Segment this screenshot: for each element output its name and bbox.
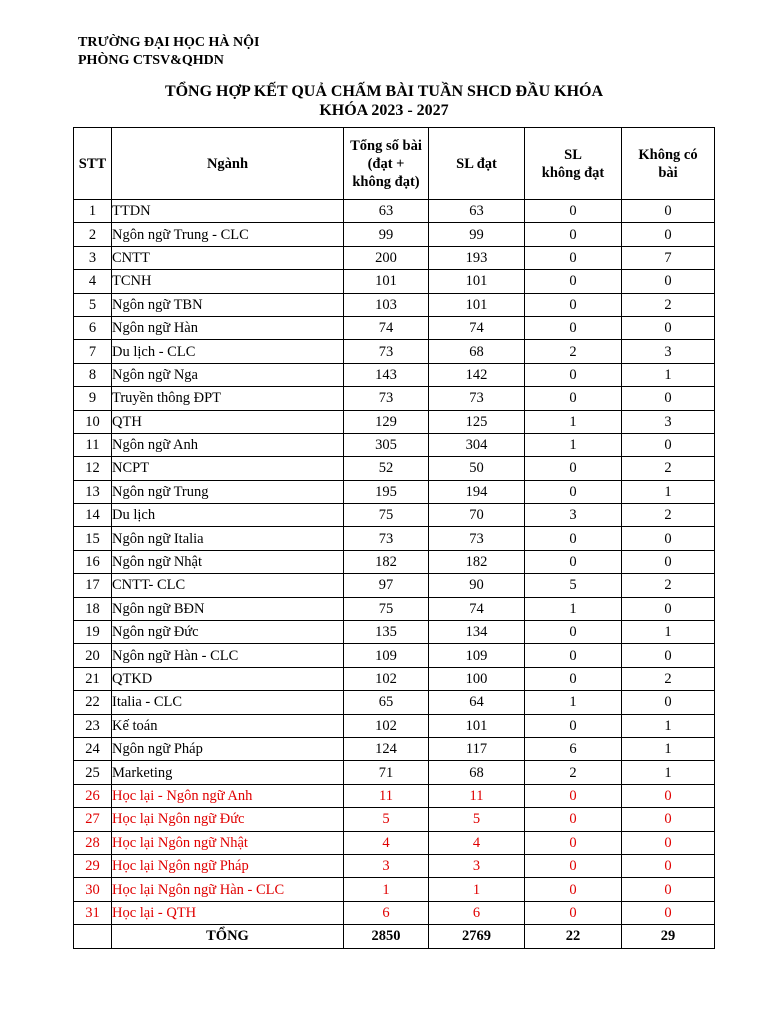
cell-passed: 101: [429, 270, 525, 293]
cell-major: Du lịch: [112, 504, 344, 527]
cell-failed: 1: [525, 691, 622, 714]
cell-total: 4: [344, 831, 429, 854]
cell-none: 0: [622, 550, 715, 573]
table-header-row: [74, 128, 715, 200]
cell-stt: 7: [74, 340, 112, 363]
cell-major: Học lại Ngôn ngữ Hàn - CLC: [112, 878, 344, 901]
cell-passed: 100: [429, 667, 525, 690]
cell-none: 2: [622, 667, 715, 690]
cell-failed: 0: [525, 878, 622, 901]
cell-major: Ngôn ngữ Pháp: [112, 737, 344, 760]
cell-passed: 11: [429, 784, 525, 807]
cell-major: Ngôn ngữ Nga: [112, 363, 344, 386]
cell-stt: 19: [74, 621, 112, 644]
cell-passed: 134: [429, 621, 525, 644]
cell-total: 135: [344, 621, 429, 644]
table-row: [74, 527, 715, 550]
table-row: [74, 433, 715, 456]
col-header-none: [622, 128, 715, 200]
cell-stt: 17: [74, 574, 112, 597]
cell-none: 0: [622, 387, 715, 410]
table-row: [74, 340, 715, 363]
cell-none: 0: [622, 808, 715, 831]
cell-stt: 16: [74, 550, 112, 573]
cell-total: 73: [344, 527, 429, 550]
table-row: [74, 644, 715, 667]
cell-total: 129: [344, 410, 429, 433]
cell-none: 0: [622, 901, 715, 924]
cell-major: Ngôn ngữ Trung: [112, 480, 344, 503]
table-row: [74, 574, 715, 597]
cell-stt: 2: [74, 223, 112, 246]
table-row: [74, 270, 715, 293]
cell-total: 124: [344, 737, 429, 760]
cell-stt: 14: [74, 504, 112, 527]
cell-none: 7: [622, 246, 715, 269]
cell-none: 0: [622, 597, 715, 620]
cell-none: 0: [622, 831, 715, 854]
report-subtitle: KHÓA 2023 - 2027: [319, 102, 449, 119]
cell-none: 0: [622, 433, 715, 456]
cell-stt: 13: [74, 480, 112, 503]
table-row: [74, 808, 715, 831]
table-row: [74, 387, 715, 410]
cell-passed: 90: [429, 574, 525, 597]
cell-failed: 0: [525, 200, 622, 223]
cell-failed: 0: [525, 316, 622, 339]
table-row: [74, 480, 715, 503]
cell-major: Marketing: [112, 761, 344, 784]
cell-major: Italia - CLC: [112, 691, 344, 714]
cell-stt: 30: [74, 878, 112, 901]
cell-failed: 0: [525, 480, 622, 503]
cell-total: 305: [344, 433, 429, 456]
cell-major: Học lại Ngôn ngữ Pháp: [112, 854, 344, 877]
cell-none: 0: [622, 784, 715, 807]
cell-failed: 0: [525, 363, 622, 386]
cell-failed: 0: [525, 527, 622, 550]
cell-passed: 4: [429, 831, 525, 854]
cell-major: Ngôn ngữ Italia: [112, 527, 344, 550]
cell-failed: 0: [525, 808, 622, 831]
cell-total: 101: [344, 270, 429, 293]
totals-failed: 22: [525, 925, 622, 948]
col-header-failed: [525, 128, 622, 200]
cell-total: 102: [344, 667, 429, 690]
cell-stt: 8: [74, 363, 112, 386]
cell-total: 11: [344, 784, 429, 807]
cell-passed: 117: [429, 737, 525, 760]
cell-passed: 73: [429, 527, 525, 550]
cell-failed: 0: [525, 223, 622, 246]
table-row: [74, 246, 715, 269]
cell-failed: 0: [525, 831, 622, 854]
cell-failed: 6: [525, 737, 622, 760]
cell-total: 5: [344, 808, 429, 831]
table-body: [74, 200, 715, 925]
cell-stt: 31: [74, 901, 112, 924]
col-header-total: [344, 128, 429, 200]
cell-total: 73: [344, 387, 429, 410]
cell-none: 2: [622, 504, 715, 527]
cell-failed: 1: [525, 433, 622, 456]
cell-stt: 9: [74, 387, 112, 410]
table-row: [74, 223, 715, 246]
cell-failed: 0: [525, 550, 622, 573]
cell-stt: 6: [74, 316, 112, 339]
cell-passed: 142: [429, 363, 525, 386]
cell-total: 6: [344, 901, 429, 924]
cell-major: Kế toán: [112, 714, 344, 737]
cell-stt: 24: [74, 737, 112, 760]
results-table: [73, 127, 715, 949]
cell-passed: 101: [429, 714, 525, 737]
cell-passed: 182: [429, 550, 525, 573]
report-title: TỔNG HỢP KẾT QUẢ CHẤM BÀI TUẦN SHCD ĐẦU KHÓA: [164, 83, 604, 100]
cell-stt: 5: [74, 293, 112, 316]
table-row: [74, 457, 715, 480]
cell-major: Ngôn ngữ Đức: [112, 621, 344, 644]
cell-total: 73: [344, 340, 429, 363]
table-row: [74, 901, 715, 924]
cell-none: 2: [622, 574, 715, 597]
cell-none: 0: [622, 223, 715, 246]
cell-stt: 21: [74, 667, 112, 690]
cell-passed: 194: [429, 480, 525, 503]
cell-stt: 23: [74, 714, 112, 737]
table-row: [74, 878, 715, 901]
cell-failed: 0: [525, 246, 622, 269]
cell-total: 109: [344, 644, 429, 667]
cell-none: 1: [622, 363, 715, 386]
cell-none: 0: [622, 854, 715, 877]
cell-passed: 99: [429, 223, 525, 246]
cell-none: 0: [622, 316, 715, 339]
totals-label: TỔNG: [112, 925, 344, 948]
cell-total: 195: [344, 480, 429, 503]
table-row: [74, 784, 715, 807]
cell-passed: 63: [429, 200, 525, 223]
table-row: [74, 504, 715, 527]
cell-major: Học lại Ngôn ngữ Nhật: [112, 831, 344, 854]
table-row: [74, 761, 715, 784]
cell-major: Ngôn ngữ Hàn - CLC: [112, 644, 344, 667]
totals-passed: 2769: [429, 925, 525, 948]
cell-failed: 0: [525, 644, 622, 667]
cell-major: TTDN: [112, 200, 344, 223]
cell-failed: 0: [525, 784, 622, 807]
cell-major: Học lại - Ngôn ngữ Anh: [112, 784, 344, 807]
cell-passed: 74: [429, 597, 525, 620]
cell-failed: 0: [525, 270, 622, 293]
cell-total: 3: [344, 854, 429, 877]
cell-none: 0: [622, 527, 715, 550]
cell-stt: 12: [74, 457, 112, 480]
cell-none: 0: [622, 644, 715, 667]
cell-failed: 0: [525, 901, 622, 924]
cell-none: 3: [622, 410, 715, 433]
table-row: [74, 667, 715, 690]
cell-none: 1: [622, 737, 715, 760]
cell-major: Ngôn ngữ Anh: [112, 433, 344, 456]
totals-blank-cell: [74, 925, 112, 948]
cell-total: 182: [344, 550, 429, 573]
cell-total: 65: [344, 691, 429, 714]
cell-passed: 109: [429, 644, 525, 667]
cell-total: 103: [344, 293, 429, 316]
cell-none: 0: [622, 878, 715, 901]
cell-passed: 68: [429, 340, 525, 363]
cell-passed: 304: [429, 433, 525, 456]
cell-passed: 3: [429, 854, 525, 877]
cell-none: 3: [622, 340, 715, 363]
cell-total: 97: [344, 574, 429, 597]
cell-passed: 1: [429, 878, 525, 901]
cell-stt: 28: [74, 831, 112, 854]
cell-none: 1: [622, 761, 715, 784]
cell-total: 63: [344, 200, 429, 223]
table-row: [74, 410, 715, 433]
cell-major: Truyền thông ĐPT: [112, 387, 344, 410]
cell-major: Ngôn ngữ TBN: [112, 293, 344, 316]
cell-stt: 22: [74, 691, 112, 714]
cell-stt: 15: [74, 527, 112, 550]
col-header-total-line2: (đạt +: [367, 155, 405, 172]
cell-total: 102: [344, 714, 429, 737]
cell-none: 0: [622, 200, 715, 223]
totals-total: 2850: [344, 925, 429, 948]
cell-major: TCNH: [112, 270, 344, 293]
cell-none: 1: [622, 714, 715, 737]
table-row: [74, 597, 715, 620]
cell-none: 0: [622, 270, 715, 293]
university-name: TRƯỜNG ĐẠI HỌC HÀ NỘI: [78, 35, 260, 50]
cell-stt: 25: [74, 761, 112, 784]
cell-failed: 0: [525, 457, 622, 480]
cell-total: 200: [344, 246, 429, 269]
cell-major: NCPT: [112, 457, 344, 480]
table-row: [74, 200, 715, 223]
cell-none: 1: [622, 480, 715, 503]
totals-none: 29: [622, 925, 715, 948]
cell-passed: 64: [429, 691, 525, 714]
cell-stt: 11: [74, 433, 112, 456]
cell-passed: 70: [429, 504, 525, 527]
cell-major: Ngôn ngữ BĐN: [112, 597, 344, 620]
office-name: PHÒNG CTSV&QHDN: [78, 53, 224, 68]
cell-major: Học lại - QTH: [112, 901, 344, 924]
cell-stt: 29: [74, 854, 112, 877]
cell-failed: 0: [525, 854, 622, 877]
cell-total: 74: [344, 316, 429, 339]
cell-passed: 68: [429, 761, 525, 784]
cell-failed: 0: [525, 714, 622, 737]
cell-stt: 3: [74, 246, 112, 269]
cell-major: Du lịch - CLC: [112, 340, 344, 363]
cell-stt: 1: [74, 200, 112, 223]
cell-major: Ngôn ngữ Hàn: [112, 316, 344, 339]
cell-major: QTH: [112, 410, 344, 433]
cell-stt: 20: [74, 644, 112, 667]
cell-passed: 73: [429, 387, 525, 410]
cell-failed: 0: [525, 621, 622, 644]
cell-failed: 1: [525, 597, 622, 620]
cell-major: QTKD: [112, 667, 344, 690]
cell-stt: 4: [74, 270, 112, 293]
cell-total: 52: [344, 457, 429, 480]
cell-passed: 101: [429, 293, 525, 316]
table-row: [74, 737, 715, 760]
cell-major: Ngôn ngữ Nhật: [112, 550, 344, 573]
cell-none: 1: [622, 621, 715, 644]
cell-total: 71: [344, 761, 429, 784]
cell-passed: 193: [429, 246, 525, 269]
cell-total: 99: [344, 223, 429, 246]
table-row: [74, 621, 715, 644]
cell-passed: 50: [429, 457, 525, 480]
cell-major: CNTT- CLC: [112, 574, 344, 597]
cell-failed: 5: [525, 574, 622, 597]
cell-total: 143: [344, 363, 429, 386]
cell-stt: 10: [74, 410, 112, 433]
table-row: [74, 293, 715, 316]
cell-stt: 26: [74, 784, 112, 807]
col-header-none-line1: Không có: [638, 146, 698, 163]
cell-passed: 125: [429, 410, 525, 433]
table-row: [74, 831, 715, 854]
cell-failed: 2: [525, 761, 622, 784]
table-row: [74, 550, 715, 573]
totals-row: [74, 925, 715, 948]
cell-failed: 0: [525, 293, 622, 316]
cell-none: 0: [622, 691, 715, 714]
table-row: [74, 854, 715, 877]
cell-total: 75: [344, 504, 429, 527]
cell-failed: 3: [525, 504, 622, 527]
col-header-passed: SL đạt: [429, 128, 525, 200]
table-row: [74, 714, 715, 737]
cell-passed: 74: [429, 316, 525, 339]
table-row: [74, 691, 715, 714]
col-header-none-line2: bài: [658, 164, 678, 181]
table-row: [74, 316, 715, 339]
cell-passed: 5: [429, 808, 525, 831]
col-header-total-line3: không đạt): [352, 173, 420, 190]
cell-none: 2: [622, 293, 715, 316]
cell-failed: 0: [525, 667, 622, 690]
cell-major: Ngôn ngữ Trung - CLC: [112, 223, 344, 246]
col-header-total-line1: Tổng số bài: [350, 137, 422, 154]
col-header-failed-line1: SL: [564, 146, 582, 163]
cell-failed: 1: [525, 410, 622, 433]
table-row: [74, 363, 715, 386]
cell-failed: 2: [525, 340, 622, 363]
cell-stt: 18: [74, 597, 112, 620]
cell-total: 75: [344, 597, 429, 620]
cell-none: 2: [622, 457, 715, 480]
col-header-failed-line2: không đạt: [541, 164, 605, 181]
col-header-major: Ngành: [112, 128, 344, 200]
cell-passed: 6: [429, 901, 525, 924]
cell-total: 1: [344, 878, 429, 901]
col-header-stt: STT: [74, 128, 112, 200]
cell-major: CNTT: [112, 246, 344, 269]
cell-stt: 27: [74, 808, 112, 831]
cell-major: Học lại Ngôn ngữ Đức: [112, 808, 344, 831]
cell-failed: 0: [525, 387, 622, 410]
